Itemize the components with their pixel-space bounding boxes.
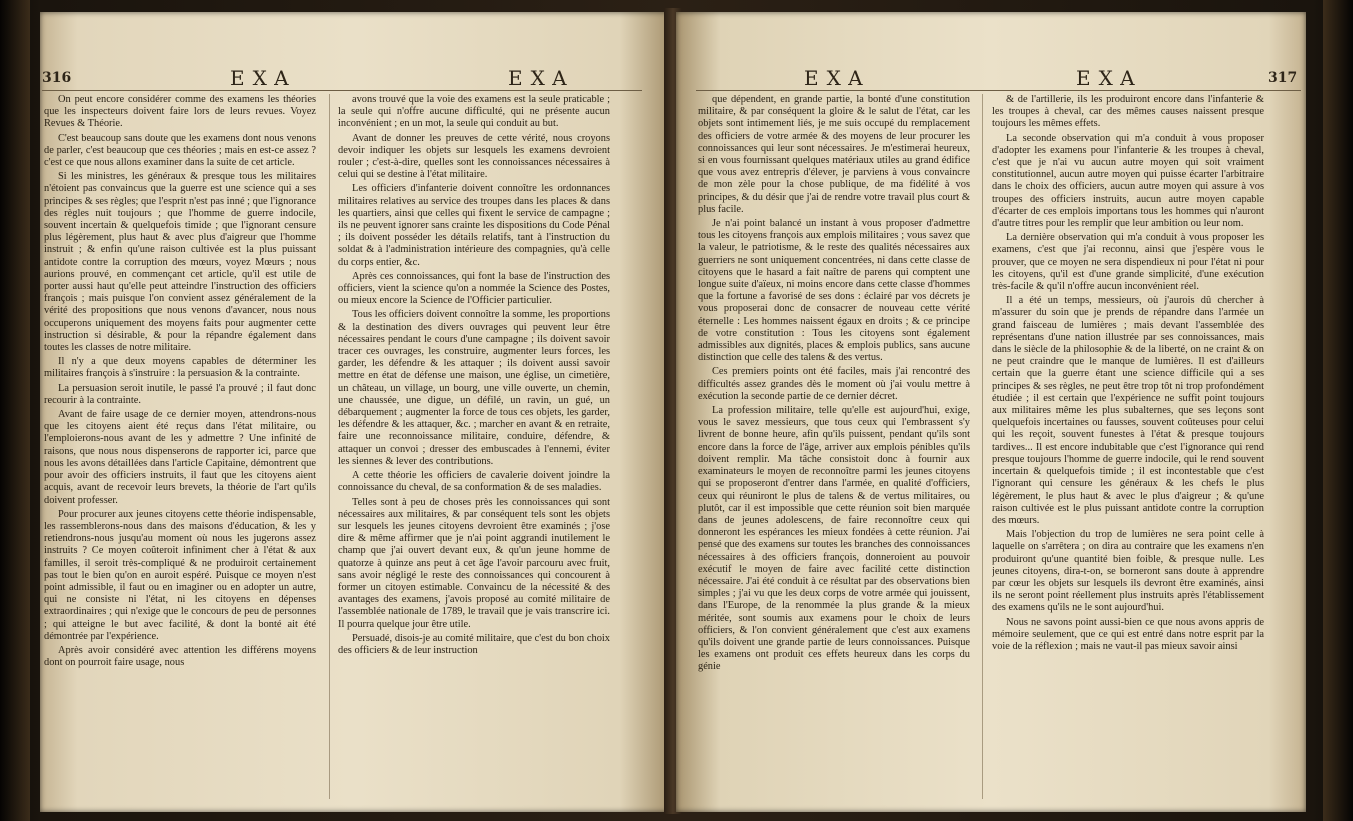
paragraph: Il a été un temps, messieurs, où j'aurois dû chercher à m'assurer du soin que je prends de répandre dans l'armée un grand faisceau de lumières ; mais devant l'assemblée des représentans d'une nation illustrée par ses connoissances, mais dans le siècle de la philosophie & de la liberté, on ne craint & on ne peut craindre que le manque de lumières. Il est d'ailleurs certain que la guerre étant une science difficile qui a ses principes & ses règles, ne peut être trop tôt ni trop profondément étudiée ; il est certain que l'expérience ne suffit point toujours aux militaires même les plus subalternes, que ses leçons sont quelquefois incertaines ou fausses, souvent coûteuses pour celui qui les reçoit, souvent funestes à l'état & presque toujours tardives... Il est encore indubitable que c'est l'ignorance qui rend presque toujours l'homme de guerre indocile, qui le rend souvent incertain & quelquefois timide ; il est incontestable que c'est l'ignorant qui censure les généraux & les chefs le plus légèrement, le plus haut & avec le plus d'aigreur ; & qu'une raison cultivée est le plus puissant antidote contre la corruption des mœurs. [992, 295, 1264, 526]
paragraph: Avant de faire usage de ce dernier moyen, attendrons-nous que les citoyens aient été reçus dans l'état militaire, ou l'emploierons-nous avant de les y admettre ? Une infinité de raisons, que nous nous dispenserons de rapporter ici, parce que nous les avons détaillées dans l'article Capitaine, démontrent que pour avoir des officiers instruits, il faut que les citoyens aient acquis, avant de recevoir leurs brevets, la théorie de l'art qu'ils doivent professer. [44, 409, 316, 506]
paragraph: Ces premiers points ont été faciles, mais j'ai rencontré des difficultés assez grandes dès le moment où j'ai voulu mettre à exécution la seconde partie de ce dernier décret. [698, 366, 970, 402]
right-page-number: 317 [1268, 70, 1298, 86]
paragraph: Les officiers d'infanterie doivent connoître les ordonnances militaires relatives au service des troupes dans les places & dans les quartiers, ainsi que celles qui fixent le service de campagne ; ils ne peuvent ignorer sans crainte les dispositions du Code Pénal ; ils doivent posséder les détails relatifs, tant à l'instruction du soldat & à l'administration intérieure des compagnies, qu'à celle du corps entier, &c. [338, 183, 610, 268]
paragraph: C'est beaucoup sans doute que les examens dont nous venons de parler, c'est beaucoup que ces théories ; mais en est-ce assez ? c'est ce que nous allons examiner dans la suite de cet article. [44, 132, 316, 169]
paragraph: La seconde observation qui m'a conduit à vous proposer d'adopter les examens pour l'infanterie & les troupes à cheval, c'est que je n'ai vu aucun autre moyen qui soit vraiment constitutionnel, aucun autre moyen qui puisse écarter l'arbitraire dans le choix des officiers, aucun autre moyen qui assure à vos troupes des officiers instruits, aucun autre moyen capable d'écarter de ces emplois importans tous les hommes qui n'auront d'autre titres pour les remplir que leur ambition ou leur nom. [992, 132, 1264, 230]
left-binding-edge [0, 0, 30, 821]
paragraph: Nous ne savons point aussi-bien ce que nous avons appris de mémoire seulement, que ce qui est entré dans notre esprit par la voie de la réflexion ; mais ne vaut-il pas mieux savoir ainsi [992, 616, 1264, 652]
left-page-number: 316 [42, 70, 72, 86]
paragraph: On peut encore considérer comme des examens les théories que les inspecteurs doivent faire lors de leurs revues. Voyez Revues & Théorie. [44, 94, 316, 130]
left-column-1 [44, 94, 316, 802]
paragraph: Il n'y a que deux moyens capables de déterminer les militaires françois à s'instruire : la persuasion & la contrainte. [44, 356, 316, 380]
left-column-divider [329, 94, 330, 799]
paragraph: Après ces connoissances, qui font la base de l'instruction des officiers, vient la science qu'on a nommée la Science des Postes, ou mieux encore la Science de l'Officier particulier. [338, 270, 610, 307]
paragraph: Tous les officiers doivent connoître la somme, les proportions & la destination des divers ouvrages qui peuvent leur être nécessaires pendant le cours d'une campagne ; ils doivent savoir tracer ces ouvrages, les construire, augmenter leurs forces, les garder, les défendre & les attaquer ; ils doivent aussi savoir mettre en état de défense une maison, une église, un cimetière, un château, un village, un bourg, une ville ouverte, un chemin, une chaussée, une digue, un défilé, un ravin, un gué, un débarquement ; augmenter la force de tous ces objets, les garder, les défendre & les attaquer, &c. ; marcher en avant & en retraite, faire une reconnoissance militaire, conduire, défendre, & attaquer un convoi ; dresser des embuscades à l'ennemi, éviter les siennes & lever des contributions. [338, 309, 610, 467]
paragraph: Mais l'objection du trop de lumières ne sera point celle à laquelle on s'arrêtera ; on dira au contraire que les examens n'en produiront qu'une quantité bien foible, & presque nulle. Les jeunes citoyens, dira-t-on, se borneront sans doute à apprendre par cœur les objets sur lesquels ils devront être examinés, ainsi ils ne seront point réellement plus instruits après l'établissement des examens qu'ils ne le sont aujourd'hui. [992, 529, 1264, 614]
paragraph: avons trouvé que la voie des examens est la seule praticable ; la seule qui n'offre aucune difficulté, qui ne présente aucun inconvénient ; en un mot, la seule qui conduit au but. [338, 94, 610, 130]
left-head-word-1: EXA [230, 66, 297, 90]
paragraph: La profession militaire, telle qu'elle est aujourd'hui, exige, vous le savez messieurs, que tous ceux qui l'embrassent s'y livrent de bonne heure, afin qu'ils puissent, pendant qu'ils sont encore dans la force de l'âge, arriver aux emplois pénibles qu'ils doivent remplir. Ma tâche consistoit donc à fournir aux examinateurs le moyen de reconnoître parmi les jeunes citoyens qui se proposeront d'entrer dans l'armée, en qualité d'officiers, ceux qui réuniront le plus de talens & de vertus militaires, ou plutôt, car il est impossible que cette réunion soit bien marquée dans de jeunes adolescens, de faire reconnoître ceux qui donneront les espérances les mieux fondées à cette réunion. J'ai pensé que des examens sur toutes les branches des connoissances nécessaires à des officiers françois, donneroient au pouvoir exécutif le moyen de faire avec facilité cette distinction nécessaire. J'ai été conduit à ce résultat par des observations bien simples ; j'ai vu que les deux corps de votre armée qui jouissent, dans l'Europe, de la renommée la plus grande & la mieux méritée, sont soumis aux examens pour le choix de leurs officiers, & l'on convient généralement que c'est aux examens qu'ils doivent une grande partie de leurs connoissances. Puisque les examens ont produit ces effets heureux dans les corps du génie [698, 405, 970, 673]
left-header-rule [42, 90, 642, 91]
right-head-word-1: EXA [804, 66, 871, 90]
right-column-2 [992, 94, 1264, 802]
paragraph: Telles sont à peu de choses près les connoissances qui sont nécessaires aux militaires, & par conséquent tels sont les objets sur lesquels les jeunes citoyens devroient être examinés ; j'ose dire & même affirmer que je n'ai point aggrandi inutilement le champ que j'ai ouvert devant eux, & qu'un jeune homme de quatorze à quinze ans peut à cet âge l'avoir parcouru avec fruit, sans avoir négligé le reste des connoissances qui concourent à former un citoyen estimable. Convaincu de la nécessité & des avantages des examens, j'avois proposé au comité militaire de l'assemblée nationale de 1789, le travail que je vais transcrire ici. Il pourra quelque jour être utile. [338, 496, 610, 630]
paragraph: La dernière observation qui m'a conduit à vous proposer les examens, c'est que j'ai reconnu, ainsi que j'espère vous le prouver, que ce moyen ne sera dispendieux ni pour l'état ni pour les citoyens, qu'il est d'une grande simplicité, d'une exécution très-facile & qu'il n'offre aucun inconvénient réel. [992, 232, 1264, 293]
right-column-divider [982, 94, 983, 799]
left-page [40, 12, 670, 812]
paragraph: que dépendent, en grande partie, la bonté d'une constitution militaire, & par conséquent la gloire & le salut de l'état, car les objets sont intimement liés, je me suis occupé du remplacement des officiers de votre armée & des moyens de leur procurer les connoissances qui leur sont nécessaires. Je m'estimerai heureux, si en vous fournissant quelques matériaux utiles au grand édifice que vous avez entrepris d'élever, je parviens à vous convaincre de mon zèle pour la chose publique, de ma fidélité à vos principes, & du désir que j'ai de rendre votre travail plus court & plus facile. [698, 94, 970, 215]
paragraph: Persuadé, disois-je au comité militaire, que c'est du bon choix des officiers & de leur instruction [338, 632, 610, 656]
right-head-word-2: EXA [1076, 66, 1143, 90]
left-head-word-2: EXA [508, 66, 575, 90]
paragraph: Je n'ai point balancé un instant à vous proposer d'admettre tous les citoyens françois aux emplois militaires ; vous savez que la valeur, le patriotisme, & le reste des qualités nécessaires aux guerriers ne sont uniquement concentrées, ni dans cette classe de citoyens que le hasard a fait naître de parens qui comptent une longue suite d'aïeux, ni moins encore dans cette classe d'hommes que la fortune a favorisé de ses dons : éclairé par vos décrets je vous proposerai donc de consacrer de nouveau cette vérité éternelle : Les hommes naissent égaux en droits ; & ce principe de votre constitution : Tous les citoyens sont également admissibles aux dignités, places & emplois publics, sans aucune distinction que celle des talens & des vertus. [698, 218, 970, 364]
right-page [676, 12, 1306, 812]
paragraph: La persuasion seroit inutile, le passé l'a prouvé ; il faut donc recourir à la contrainte. [44, 382, 316, 406]
right-running-head [676, 64, 1306, 90]
paragraph: Avant de donner les preuves de cette vérité, nous croyons devoir indiquer les objets sur lesquels les examens devroient rouler ; c'est-à-dire, quelles sont les connoissances nécessaires à celui qui se destine à l'état militaire. [338, 132, 610, 181]
right-binding-edge [1323, 0, 1353, 821]
left-column-2 [338, 94, 610, 802]
right-column-1 [698, 94, 970, 802]
paragraph: A cette théorie les officiers de cavalerie doivent joindre la connoissance du cheval, de sa conformation & de ses maladies. [338, 470, 610, 494]
left-running-head [40, 64, 670, 90]
paragraph: Pour procurer aux jeunes citoyens cette théorie indispensable, les rassemblerons-nous dans des maisons d'éducation, & les y retiendrons-nous jusqu'au moment où nous les jugerons assez instruits ? Ce moyen coûteroit infiniment cher à l'état & aux familles, il seroit très-compliqué & ne produiroit certainement pas tout le bien qu'on en auroit espéré. Puisque ce moyen n'est point admissible, il faut ou en imaginer ou en adopter un autre, qui ne consiste ni l'état, ni les citoyens en dépenses extraordinaires ; qui n'exige que le concours de peu de personnes ; qui atteigne le but avec facilité, & dont la bonté ait été démontrée par l'expérience. [44, 508, 316, 642]
paragraph: Si les ministres, les généraux & presque tous les militaires n'étoient pas convaincus que la guerre est une science qui a ses principes & ses règles; que l'esprit n'est pas inné ; que l'ignorance des règles nuit toujours ; que l'homme de guerre indocile, souvent incertain & quelquefois timide ; que l'ignorant censure plus légèrement, plus haut & avec plus d'aigreur que l'homme instruit ; & enfin qu'une raison cultivée est la plus puissant antidote contre la corruption des mœurs, voyez Mœurs ; nous aurions prouvé, en commençant cet article, qu'il est utile de porter aussi haut qu'elle peut atteindre l'instruction des officiers françois ; mais puisque l'on convient assez généralement de la vérité des propositions que nous venons d'avancer, nous nous occuperons uniquement des moyens faits pour augmenter cette instruction si désirable, & pour la répandre également dans toutes les classes de notre militaire. [44, 171, 316, 354]
paragraph: Après avoir considéré avec attention les différens moyens dont on pourroit faire usage, nous [44, 644, 316, 669]
right-header-rule [696, 90, 1301, 91]
paragraph: & de l'artillerie, ils les produiront encore dans l'infanterie & les troupes à cheval, car des mêmes causes naissent presque toujours les mêmes effets. [992, 94, 1264, 130]
